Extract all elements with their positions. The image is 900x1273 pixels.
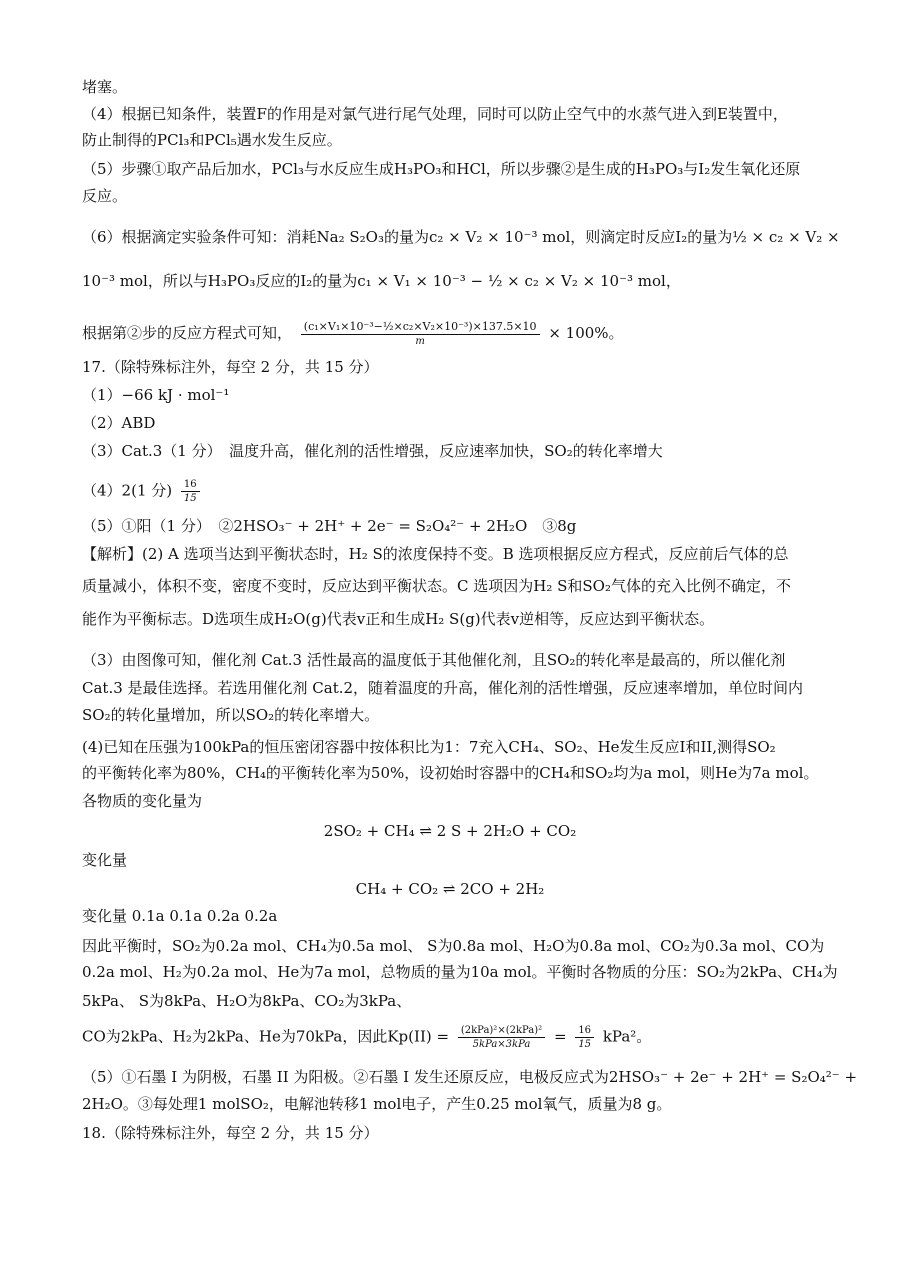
- reaction-equation: 2SO₂ + CH₄ ⇌ 2 S + 2H₂O + CO₂: [323, 822, 577, 840]
- fraction-numerator: 16: [575, 1024, 594, 1038]
- text-line: 能作为平衡标志。D选项生成H₂O(g)代表v正和生成H₂ S(g)代表v逆相等，反应达到平衡状态。: [82, 610, 715, 628]
- fraction-numerator: (2kPa)²×(2kPa)²: [458, 1024, 545, 1038]
- text-line: 0.2a mol、H₂为0.2a mol、He为7a mol，总物质的量为10a mol。平衡时各物质的分压：SO₂为2kPa、CH₄为: [82, 963, 838, 981]
- text-line: （6）根据滴定实验条件可知：消耗Na₂ S₂O₃的量为c₂ × V₂ × 10⁻³ mol，则滴定时反应I₂的量为½ × c₂ × V₂ ×: [82, 228, 840, 246]
- text-line: 2H₂O。③每处理1 molSO₂，电解池转移1 mol电子，产生0.25 mol氧气，质量为8 g。: [82, 1095, 672, 1113]
- text-segment: 根据第②步的反应方程式可知，: [82, 324, 293, 342]
- text-segment: （4）2(1 分): [82, 481, 173, 500]
- text-line: (4)已知在压强为100kPa的恒压密闭容器中按体积比为1：7充入CH₄、SO₂、He发生反应I和II,测得SO₂: [82, 738, 776, 756]
- fraction-denominator: 5kPa×3kPa: [472, 1039, 531, 1050]
- fraction-numerator: 16: [181, 478, 200, 492]
- text-line: （2）ABD: [82, 414, 156, 432]
- text-line: （3）由图像可知，催化剂 Cat.3 活性最高的温度低于其他催化剂，且SO₂的转化率是最高的，所以催化剂: [82, 651, 786, 669]
- text-line: （5）①阳（1 分） ②2HSO₃⁻ + 2H⁺ + 2e⁻ = S₂O₄²⁻ + 2H₂O ③8g: [82, 517, 577, 535]
- text-line: （5）步骤①取产品后加水，PCl₃与水反应生成H₃PO₃和HCl，所以步骤②是生成的H₃PO₃与I₂发生氧化还原: [82, 160, 801, 178]
- text-line: （1）−66 kJ · mol⁻¹: [82, 386, 230, 404]
- text-line: 反应。: [82, 187, 128, 205]
- text-line: SO₂的转化量增加，所以SO₂的转化率增大。: [82, 706, 380, 724]
- text-line: 各物质的变化量为: [82, 792, 203, 810]
- text-line: 变化量: [82, 851, 128, 869]
- fraction-denominator: 15: [183, 493, 197, 504]
- formula-line: CO为2kPa、H₂为2kPa、He为70kPa，因此Kp(II) = $\frac{\text{(2kPa)²×(2kPa)²}}{\text{5kPa×3kPa}}$ = $\frac{16}{15}$ kPa²。: [82, 1025, 652, 1050]
- text-segment: × 100%。: [548, 324, 624, 342]
- text-line: （5）①石墨 I 为阴极，石墨 II 为阳极。②石墨 I 发生还原反应，电极反应式为2HSO₃⁻ + 2e⁻ + 2H⁺ = S₂O₄²⁻ +: [82, 1068, 858, 1086]
- reaction-equation: CH₄ + CO₂ ⇌ 2CO + 2H₂: [355, 880, 545, 898]
- text-line: 的平衡转化率为80%，CH₄的平衡转化率为50%，设初始时容器中的CH₄和SO₂均为a mol，则He为7a mol。: [82, 764, 819, 782]
- kp-result-fraction: [575, 1024, 594, 1051]
- text-segment: CO为2kPa、H₂为2kPa、He为70kPa，因此Kp(II) =: [82, 1027, 450, 1046]
- text-line: 变化量 0.1a 0.1a 0.2a 0.2a: [82, 907, 278, 925]
- yield-fraction: [301, 320, 540, 348]
- answer-fraction: [181, 478, 200, 505]
- text-line: （4）根据已知条件，装置F的作用是对氯气进行尾气处理，同时可以防止空气中的水蒸气进入到E装置中，: [82, 105, 788, 123]
- text-line: 堵塞。: [82, 78, 128, 96]
- text-line: 防止制得的PCl₃和PCl₅遇水发生反应。: [82, 131, 342, 149]
- formula-line: [82, 320, 624, 348]
- kp-fraction: [458, 1024, 545, 1051]
- fraction-numerator: (c₁×V₁×10⁻³−½×c₂×V₂×10⁻³)×137.5×10: [301, 320, 540, 335]
- text-line: （3）Cat.3（1 分） 温度升高，催化剂的活性增强，反应速率加快，SO₂的转化率增大: [82, 442, 663, 460]
- formula-line: [82, 478, 204, 505]
- fraction-denominator: 15: [578, 1039, 592, 1050]
- section-heading: 18.（除特殊标注外，每空 2 分，共 15 分）: [82, 1124, 379, 1142]
- text-line: 5kPa、 S为8kPa、H₂O为8kPa、CO₂为3kPa、: [82, 992, 412, 1010]
- text-line: 10⁻³ mol，所以与H₃PO₃反应的I₂的量为c₁ × V₁ × 10⁻³ − ½ × c₂ × V₂ × 10⁻³ mol，: [82, 272, 681, 290]
- section-heading: 17.（除特殊标注外，每空 2 分，共 15 分）: [82, 358, 379, 376]
- text-line: 因此平衡时，SO₂为0.2a mol、CH₄为0.5a mol、 S为0.8a mol、H₂O为0.8a mol、CO₂为0.3a mol、CO为: [82, 937, 825, 955]
- text-line: 质量减小，体积不变，密度不变时，反应达到平衡状态。C 选项因为H₂ S和SO₂气体的充入比例不确定，不: [82, 577, 791, 595]
- text-segment: kPa²。: [602, 1027, 652, 1046]
- text-line: 【解析】(2) A 选项当达到平衡状态时，H₂ S的浓度保持不变。B 选项根据反应方程式，反应前后气体的总: [82, 545, 789, 563]
- text-line: Cat.3 是最佳选择。若选用催化剂 Cat.2，随着温度的升高，催化剂的活性增强，反应速率增加，单位时间内: [82, 679, 804, 697]
- fraction-denominator: m: [415, 336, 425, 347]
